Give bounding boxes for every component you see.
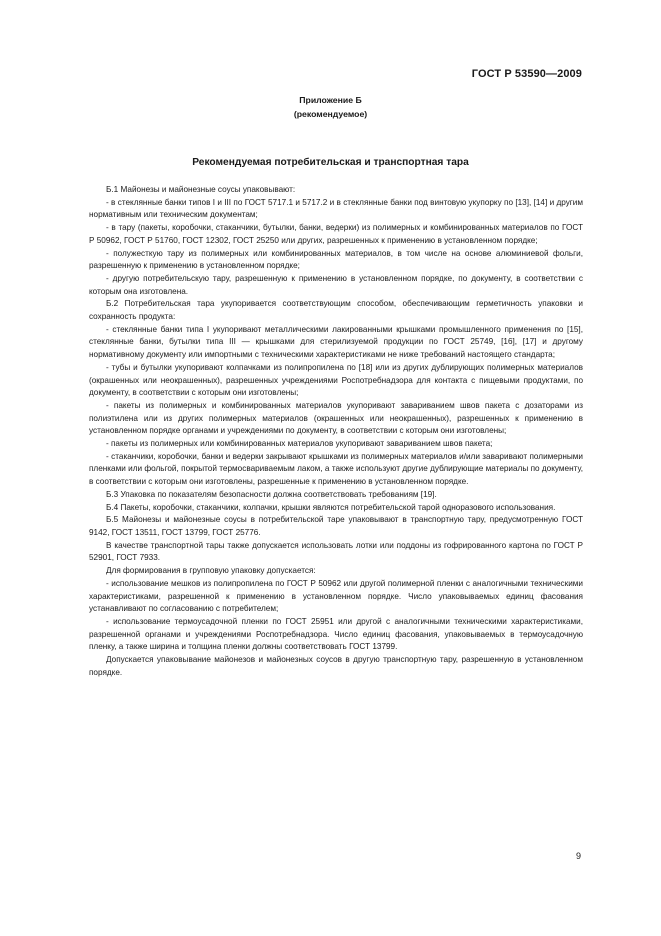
paragraph: - использование термоусадочной пленки по ГОСТ 25951 или другой с аналогичными техническими характеристиками, разрешенной органами и учреждениями Роспотребнадзора. Число единиц фасования, упаковываемых в термоусадочную пленку, а также ширина и толщина пленки должны соответствовать ГОСТ 13799. [89, 616, 583, 652]
paragraph: - полужесткую тару из полимерных или комбинированных материалов, в том числе на основе алюминиевой фольги, разрешенную к применению в установленном порядке; [89, 248, 583, 271]
paragraph: - в стеклянные банки типов I и III по ГОСТ 5717.1 и 5717.2 и в стеклянные банки под винтовую укупорку по [13], [14] и другим нормативным или техническим документам; [89, 197, 583, 220]
paragraph: - в тару (пакеты, коробочки, стаканчики, бутылки, банки, ведерки) из полимерных и комбинированных материалов по ГОСТ Р 50962, ГОСТ Р 51760, ГОСТ 12302, ГОСТ 25250 или других, разрешенных к применению в установленном порядке; [89, 223, 583, 245]
paragraph: В качестве транспортной тары также допускается использовать лотки или поддоны из гофрированного картона по ГОСТ Р 52901, ГОСТ 7933. [89, 540, 583, 563]
paragraph: - тубы и бутылки укупоривают колпачками из полипропилена по [18] или из других дублирующих полимерных материалов (окрашенных или неокрашенных), разрешенных учреждениями Роспотребнадзора для контакта с пищевыми продуктами, по документу, в соответствии с которым они изготовлены; [89, 362, 583, 398]
page-number: 9 [575, 851, 581, 861]
paragraph: Б.2 Потребительская тара укупоривается соответствующим способом, обеспечивающим герметичность упаковки и сохранность продукта: [89, 299, 583, 322]
annex-subtitle: (рекомендуемое) [293, 109, 368, 119]
annex-title: Приложение Б [299, 95, 362, 105]
paragraph: Для формирования в групповую упаковку допускается: [106, 566, 316, 576]
paragraph: - другую потребительскую тару, разрешенную к применению в установленном порядке, по документу, в соответствии с которым она изготовлена. [89, 273, 583, 296]
paragraph: Допускается упаковывание майонезов и майонезных соусов в другую транспортную тару, разрешенную в установленном порядке. [89, 655, 583, 677]
document-id-header: ГОСТ Р 53590—2009 [471, 68, 582, 80]
annex-heading [0, 93, 661, 121]
paragraph: - пакеты из полимерных или комбинированных материалов укупоривают завариванием швов пакета; [106, 439, 493, 449]
paragraph: - стаканчики, коробочки, банки и ведерки закрывают крышками из полимерных материалов и/или заваривают полимерными пленками или фольгой, покрытой термосвариваемым лаком, а также используют другие дублирующие материалы по документу, в соответствии с которым они изготовлены, разрешенные к применению в установленном порядке. [89, 451, 583, 487]
section-title: Рекомендуемая потребительская и транспортная тара [192, 157, 469, 168]
paragraph: - пакеты из полимерных и комбинированных материалов укупоривают завариванием швов пакета с дозаторами из полиэтилена или из других полимерных материалов (окрашенных или неокрашенных), разрешенных к применению в установленном порядке органами и учреждениями по документу, в соответствии с которым они изготовлены; [89, 400, 583, 436]
paragraph: Б.4 Пакеты, коробочки, стаканчики, колпачки, крышки являются потребительской тарой одноразового использования. [106, 502, 556, 512]
paragraph: - стеклянные банки типа I укупоривают металлическими лакированными крышками промышленного применения по [15], стеклянные банки, бутылки типа III — крышками для стерилизуемой продукции по ГОСТ 25749, [16], [17] и другому нормативному документу или импортными с техническими характеристиками не ниже требований настоящего стандарта; [89, 324, 583, 360]
paragraph: - использование мешков из полипропилена по ГОСТ Р 50962 или другой полимерной пленки с аналогичными техническими характеристиками, разрешенной к применению в установленном порядке. Число упаковываемых единиц фасования устанавливают по согласованию с потребителем; [89, 578, 583, 614]
paragraph: Б.5 Майонезы и майонезные соусы в потребительской таре упаковывают в транспортную тару, предусмотренную ГОСТ 9142, ГОСТ 13511, ГОСТ 13799, ГОСТ 25776. [89, 515, 583, 537]
paragraph: Б.1 Майонезы и майонезные соусы упаковывают: [106, 185, 296, 194]
body-text [89, 184, 583, 679]
paragraph: Б.3 Упаковка по показателям безопасности должна соответствовать требованиям [19]. [106, 489, 437, 499]
